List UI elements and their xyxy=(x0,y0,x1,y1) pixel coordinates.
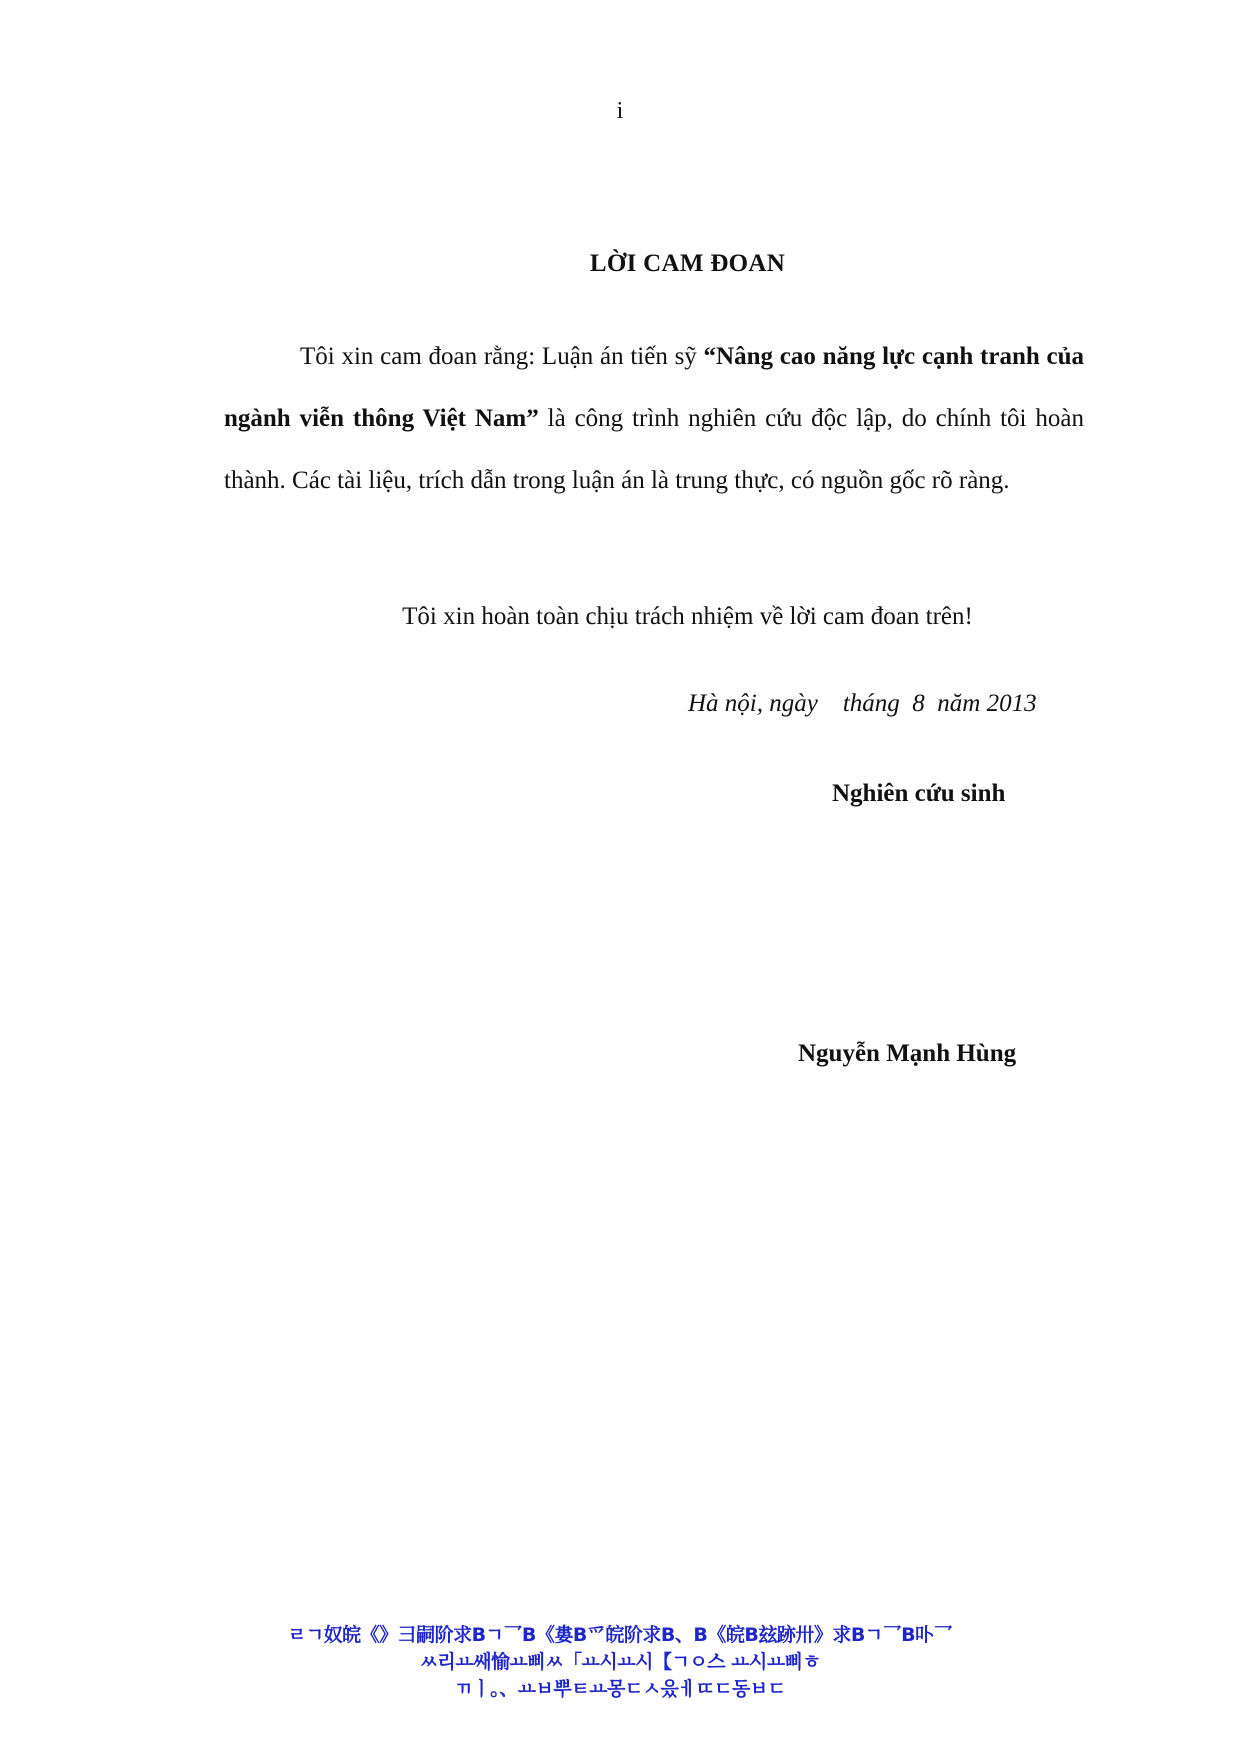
responsibility-statement: Tôi xin hoàn toàn chịu trách nhiệm về lời cam đoan trên! xyxy=(402,603,973,630)
author-role: Nghiên cứu sinh xyxy=(832,780,1006,807)
footer-line: ㅆ리ㅛ쌔愉ㅛ삐ㅆ「ㅛ시ㅛ시【ㄱㅇ스 ㅛ시ㅛ삐ㅎ xyxy=(419,1651,821,1673)
date-line: Hà nội, ngày tháng 8 năm 2013 xyxy=(688,690,1037,717)
author-name: Nguyễn Mạnh Hùng xyxy=(798,1040,1017,1067)
page-number: i xyxy=(616,98,624,124)
footer-line: ㄲㅣ。、ㅛㅂ뿌ㅌㅛ몽ㄷㅅ읐ㅔㄸㄷ동ㅂㄷ xyxy=(454,1678,786,1700)
document-title: LỜI CAM ĐOAN xyxy=(589,250,786,277)
footer-garbled-text xyxy=(0,1622,1240,1703)
declaration-rest: là công trình nghiên cứu độc lập, do chính tôi hoàn thành. Các tài liệu, trích dẫn trong luận án là trung thực, có nguồn gốc rõ ràng. xyxy=(224,405,1084,494)
declaration-intro: Tôi xin cam đoan rằng: Luận án tiến sỹ xyxy=(300,343,704,370)
declaration-paragraph xyxy=(224,326,1084,512)
thesis-title: “Nâng cao năng lực cạnh tranh của ngành viễn thông Việt Nam” xyxy=(224,343,1084,432)
footer-line: ㄹㄱ奴皖《》彐嗣阶求Bㄱ乛B《婁B爫皖阶求B、B《皖B玆跡卅》求Bㄱ乛B卟乛 xyxy=(287,1624,953,1646)
